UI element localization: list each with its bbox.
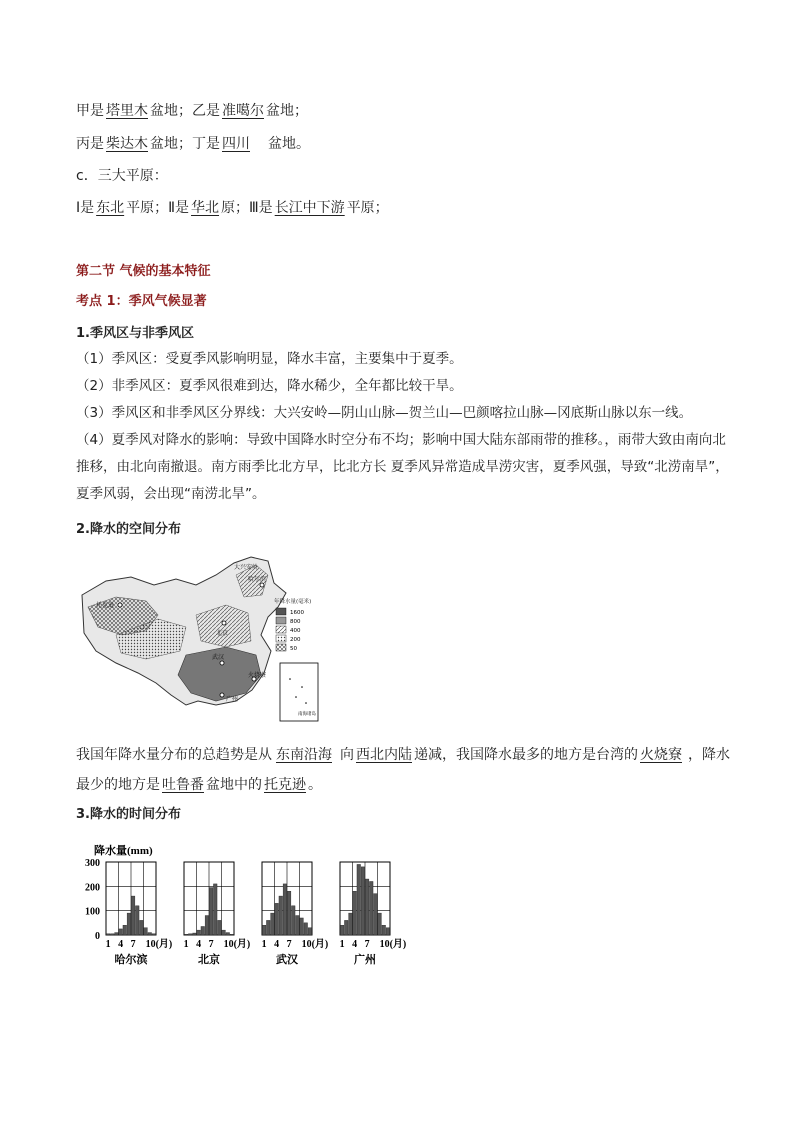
bar	[374, 894, 378, 935]
map-label-wuhan: 武汉	[212, 654, 225, 661]
bar	[296, 916, 300, 935]
bar	[184, 934, 188, 935]
bar	[201, 926, 205, 935]
bar	[188, 934, 192, 935]
map-label-toksun: 托克逊	[96, 602, 115, 609]
text-g: ，降水最少的地方是	[76, 747, 730, 793]
map-label-daxinganling: 大兴安岭	[234, 564, 259, 571]
bar	[131, 896, 135, 935]
bar	[127, 913, 131, 935]
precipitation-bar-charts	[70, 840, 440, 970]
bar	[353, 891, 357, 935]
bar	[361, 867, 365, 935]
bar	[123, 925, 127, 935]
text-i: 盆地中的	[206, 777, 262, 793]
y-tick-label: 100	[85, 906, 100, 918]
plain-3-answer: 长江中下游	[274, 200, 345, 216]
bar	[266, 920, 270, 935]
x-tick-label: 1	[183, 939, 189, 950]
text-e: 递减，我国降水最多的地方是台湾的	[414, 747, 638, 763]
bar	[209, 888, 213, 935]
bar	[382, 925, 386, 935]
sub1-item-1: （1）季风区：受夏季风影响明显，降水丰富，主要集中于夏季。	[76, 351, 463, 367]
bar	[340, 925, 344, 935]
bar	[230, 934, 234, 935]
sub3-title: 3.降水的时间分布	[76, 807, 181, 822]
bar	[197, 930, 201, 935]
x-tick-label: 4	[274, 939, 280, 950]
bar	[119, 929, 123, 935]
bar	[152, 934, 156, 935]
basin-ding-answer: 四川	[222, 136, 250, 152]
precipitation-map	[76, 555, 338, 725]
plain-1-prefix: Ⅰ是	[76, 200, 95, 216]
basin-jia-suffix: 盆地；	[150, 103, 192, 119]
bar	[287, 891, 291, 935]
basin-jia-answer: 塔里木	[106, 103, 148, 119]
bar	[262, 925, 266, 935]
legend-800: 800	[290, 619, 301, 625]
plain-3-prefix: Ⅲ是	[249, 200, 273, 216]
bar	[365, 879, 369, 935]
series-name-label: 哈尔滨	[114, 953, 148, 966]
south-sea-inset	[280, 663, 318, 721]
x-tick-label: 4	[352, 939, 358, 950]
plains-heading: c．三大平原：	[76, 168, 168, 184]
text-k: 。	[308, 777, 322, 793]
map-label-guangzhou: 广州	[226, 696, 239, 703]
basin-yi-answer: 准噶尔	[222, 103, 264, 119]
basin-ding-suffix: 盆地。	[268, 136, 310, 152]
x-tick-label: 1	[261, 939, 267, 950]
bar	[308, 928, 312, 935]
bar	[279, 896, 283, 935]
legend-400: 400	[290, 628, 301, 634]
x-tick-label: 10(月)	[379, 939, 407, 950]
answer-huoshaoliao: 火烧寮	[640, 747, 682, 763]
bar	[144, 928, 148, 935]
basins-line-1	[76, 101, 308, 121]
answer-turpan: 吐鲁番	[162, 777, 204, 793]
bar	[148, 933, 152, 935]
bar	[222, 930, 226, 935]
map-label-beijing: 北京	[216, 630, 229, 637]
x-tick-label: 10(月)	[145, 939, 173, 950]
bar	[135, 906, 139, 935]
x-tick-label: 10(月)	[301, 939, 329, 950]
plains-line	[76, 198, 389, 218]
bar	[271, 913, 275, 935]
x-tick-label: 4	[118, 939, 124, 950]
plain-2-answer: 华北	[191, 200, 220, 216]
plain-2-prefix: Ⅱ是	[168, 200, 190, 216]
series-name-label: 北京	[198, 953, 220, 966]
bar	[226, 933, 230, 935]
bar	[106, 934, 110, 935]
point-title: 考点 1：季风气候显著	[76, 294, 207, 309]
sub1-item-4: （4）夏季风对降水的影响：导致中国降水时空分布不均；影响中国大陆东部雨带的推移。，雨带大致由南向北推移，由北向南撤退。南方雨季比北方早，比北方长 夏季风异常造成旱涝灾害，夏季风强，导致“北涝南旱”，夏季风弱，会出现“南涝北旱”。	[76, 432, 729, 502]
answer-toksun: 托克逊	[264, 777, 306, 793]
map-legend	[274, 597, 311, 652]
bar	[349, 913, 353, 935]
bar	[218, 920, 222, 935]
sub1-items	[76, 346, 736, 508]
x-tick-label: 7	[286, 939, 292, 950]
legend-50: 50	[290, 646, 297, 652]
y-tick-label: 300	[85, 858, 100, 869]
sub1-item-3: （3）季风区和非季风区分界线：大兴安岭—阴山山脉—贺兰山—巴颜喀拉山脉—冈底斯山脉以东一线。	[76, 405, 693, 421]
x-tick-label: 1	[105, 939, 111, 950]
basin-yi-suffix: 盆地；	[266, 103, 308, 119]
text-c: 向	[340, 747, 354, 763]
x-tick-label: 7	[364, 939, 370, 950]
bar	[205, 916, 209, 935]
inset-label: 南海诸岛	[298, 712, 316, 717]
plain-2-suffix: 原；	[221, 200, 250, 216]
legend-200: 200	[290, 637, 301, 643]
y-axis-label: 降水量(mm)	[94, 845, 153, 857]
basins-line-2	[76, 134, 310, 154]
x-tick-label: 7	[208, 939, 214, 950]
basin-ding-prefix: 丁是	[192, 136, 220, 152]
bar	[115, 933, 119, 935]
bar	[344, 920, 348, 935]
answer-northwest-inland: 西北内陆	[356, 747, 412, 763]
map-label-huoshaoliao: 火烧寮	[248, 672, 267, 679]
x-tick-label: 1	[339, 939, 345, 950]
bar	[386, 928, 390, 935]
bar	[213, 884, 217, 935]
x-tick-label: 10(月)	[223, 939, 251, 950]
bar	[378, 913, 382, 935]
plain-3-suffix: 平原；	[346, 200, 389, 216]
bar	[140, 920, 144, 935]
bar	[193, 933, 197, 935]
basin-jia-prefix: 甲是	[76, 103, 104, 119]
y-tick-label: 0	[95, 931, 100, 942]
bar	[283, 884, 287, 935]
x-tick-label: 7	[130, 939, 136, 950]
map-label-harbin: 哈尔滨	[248, 576, 267, 583]
bar	[300, 918, 304, 935]
plain-1-answer: 东北	[96, 200, 125, 216]
basin-bing-prefix: 丙是	[76, 136, 104, 152]
bar	[110, 934, 114, 935]
bar	[369, 881, 373, 935]
y-tick-label: 200	[85, 882, 100, 894]
sub1-item-2: （2）非季风区：夏季风很难到达，降水稀少，全年都比较干旱。	[76, 378, 463, 394]
section-title: 第二节 气候的基本特征	[76, 264, 211, 279]
bar	[291, 906, 295, 935]
bar	[304, 923, 308, 935]
answer-southeast-coast: 东南沿海	[276, 747, 332, 763]
series-name-label: 武汉	[276, 953, 298, 966]
plain-1-suffix: 平原；	[126, 200, 169, 216]
legend-1600: 1600	[290, 610, 304, 616]
bar	[275, 903, 279, 935]
basin-yi-prefix: 乙是	[192, 103, 220, 119]
basin-bing-suffix: 盆地；	[150, 136, 192, 152]
sub2-text	[76, 740, 736, 800]
sub2-title: 2.降水的空间分布	[76, 522, 181, 537]
text-a: 我国年降水量分布的总趋势是从	[76, 747, 272, 763]
bar	[357, 864, 361, 935]
sub1-title: 1.季风区与非季风区	[76, 326, 194, 341]
x-tick-label: 4	[196, 939, 202, 950]
basin-bing-answer: 柴达木	[106, 136, 148, 152]
series-name-label: 广州	[354, 953, 376, 966]
legend-title: 年降水量(毫米)	[274, 599, 312, 605]
